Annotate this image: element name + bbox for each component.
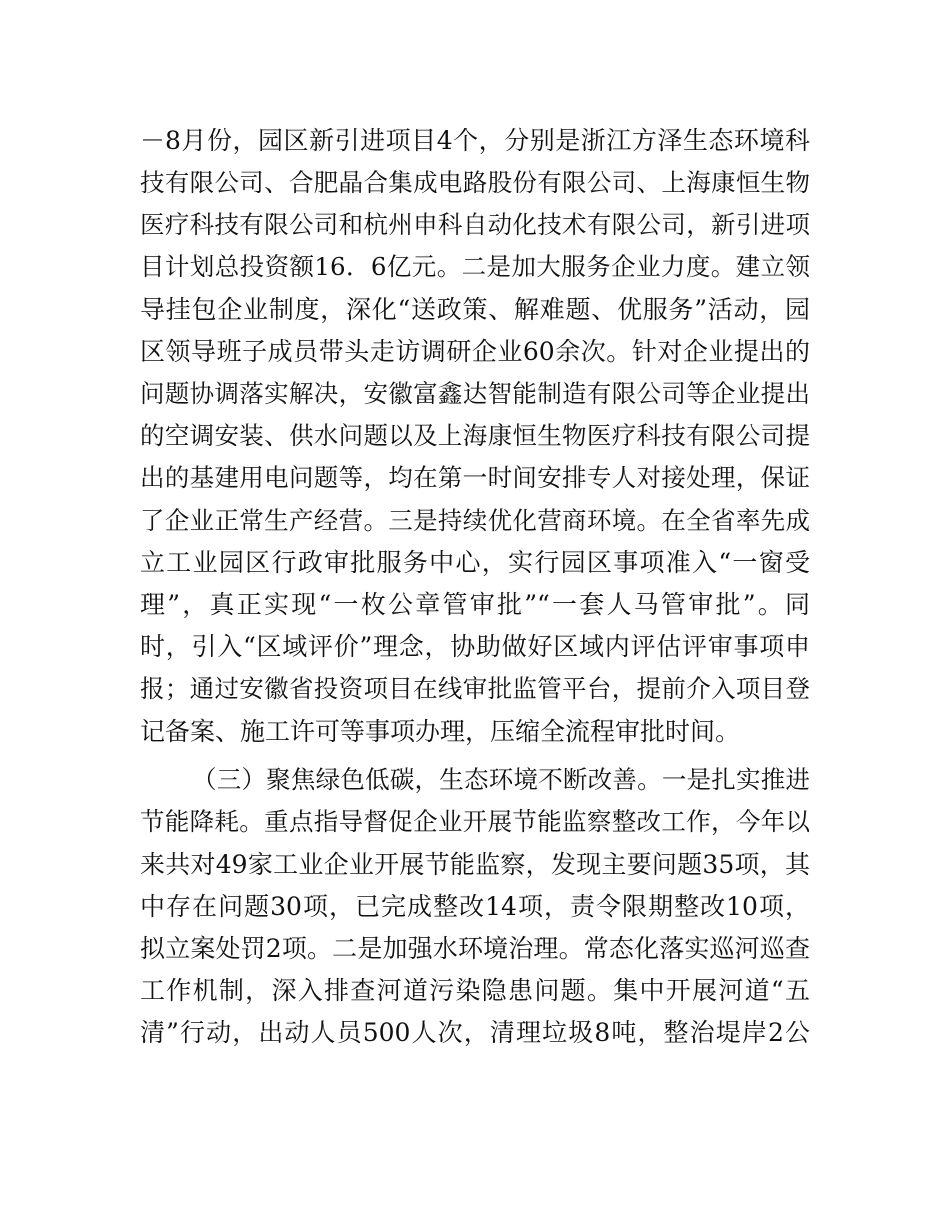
text-line: 技有限公司、合肥晶合集成电路股份有限公司、上海康恒生物: [140, 168, 810, 197]
text-line: 时，引入“区域评价”理念，协助做好区域内评估评审事项申: [140, 632, 810, 661]
text-line: －8月份，园区新引进项目4个，分别是浙江方泽生态环境科: [140, 126, 810, 155]
text-line: 中存在问题30项，已完成整改14项，责令限期整改10项，: [140, 892, 810, 921]
text-line: 医疗科技有限公司和杭州申科自动化技术有限公司，新引进项: [140, 210, 810, 239]
text-line: 工作机制，深入排查河道污染隐患问题。集中开展河道“五: [140, 976, 810, 1005]
text-line: 拟立案处罚2项。二是加强水环境治理。常态化落实巡河巡查: [140, 934, 810, 963]
text-line: 了企业正常生产经营。三是持续优化营商环境。在全省率先成: [140, 506, 810, 535]
text-line: 报；通过安徽省投资项目在线审批监管平台，提前介入项目登: [140, 674, 810, 703]
text-line: 区领导班子成员带头走访调研企业60余次。针对企业提出的: [140, 337, 810, 366]
text-line: 出的基建用电问题等，均在第一时间安排专人对接处理，保证: [140, 463, 810, 492]
text-line: 目计划总投资额16．6亿元。二是加大服务企业力度。建立领: [140, 252, 810, 281]
text-line: 的空调安装、供水问题以及上海康恒生物医疗科技有限公司提: [140, 421, 810, 450]
text-line: 立工业园区行政审批服务中心，实行园区事项准入“一窗受: [140, 548, 810, 577]
text-line: （三）聚焦绿色低碳，生态环境不断改善。一是扎实推进: [192, 765, 810, 794]
text-line: 导挂包企业制度，深化“送政策、解难题、优服务”活动，园: [140, 295, 810, 324]
text-line: 清”行动，出动人员500人次，清理垃圾8吨，整治堤岸2公: [140, 1018, 810, 1047]
text-line: 理”，真正实现“一枚公章管审批”“一套人马管审批”。同: [140, 590, 810, 619]
text-line: 来共对49家工业企业开展节能监察，发现主要问题35项，其: [140, 850, 810, 879]
text-line: 记备案、施工许可等事项办理，压缩全流程审批时间。: [140, 717, 741, 746]
text-line: 节能降耗。重点指导督促企业开展节能监察整改工作，今年以: [140, 807, 810, 836]
text-line: 问题协调落实解决，安徽富鑫达智能制造有限公司等企业提出: [140, 379, 810, 408]
